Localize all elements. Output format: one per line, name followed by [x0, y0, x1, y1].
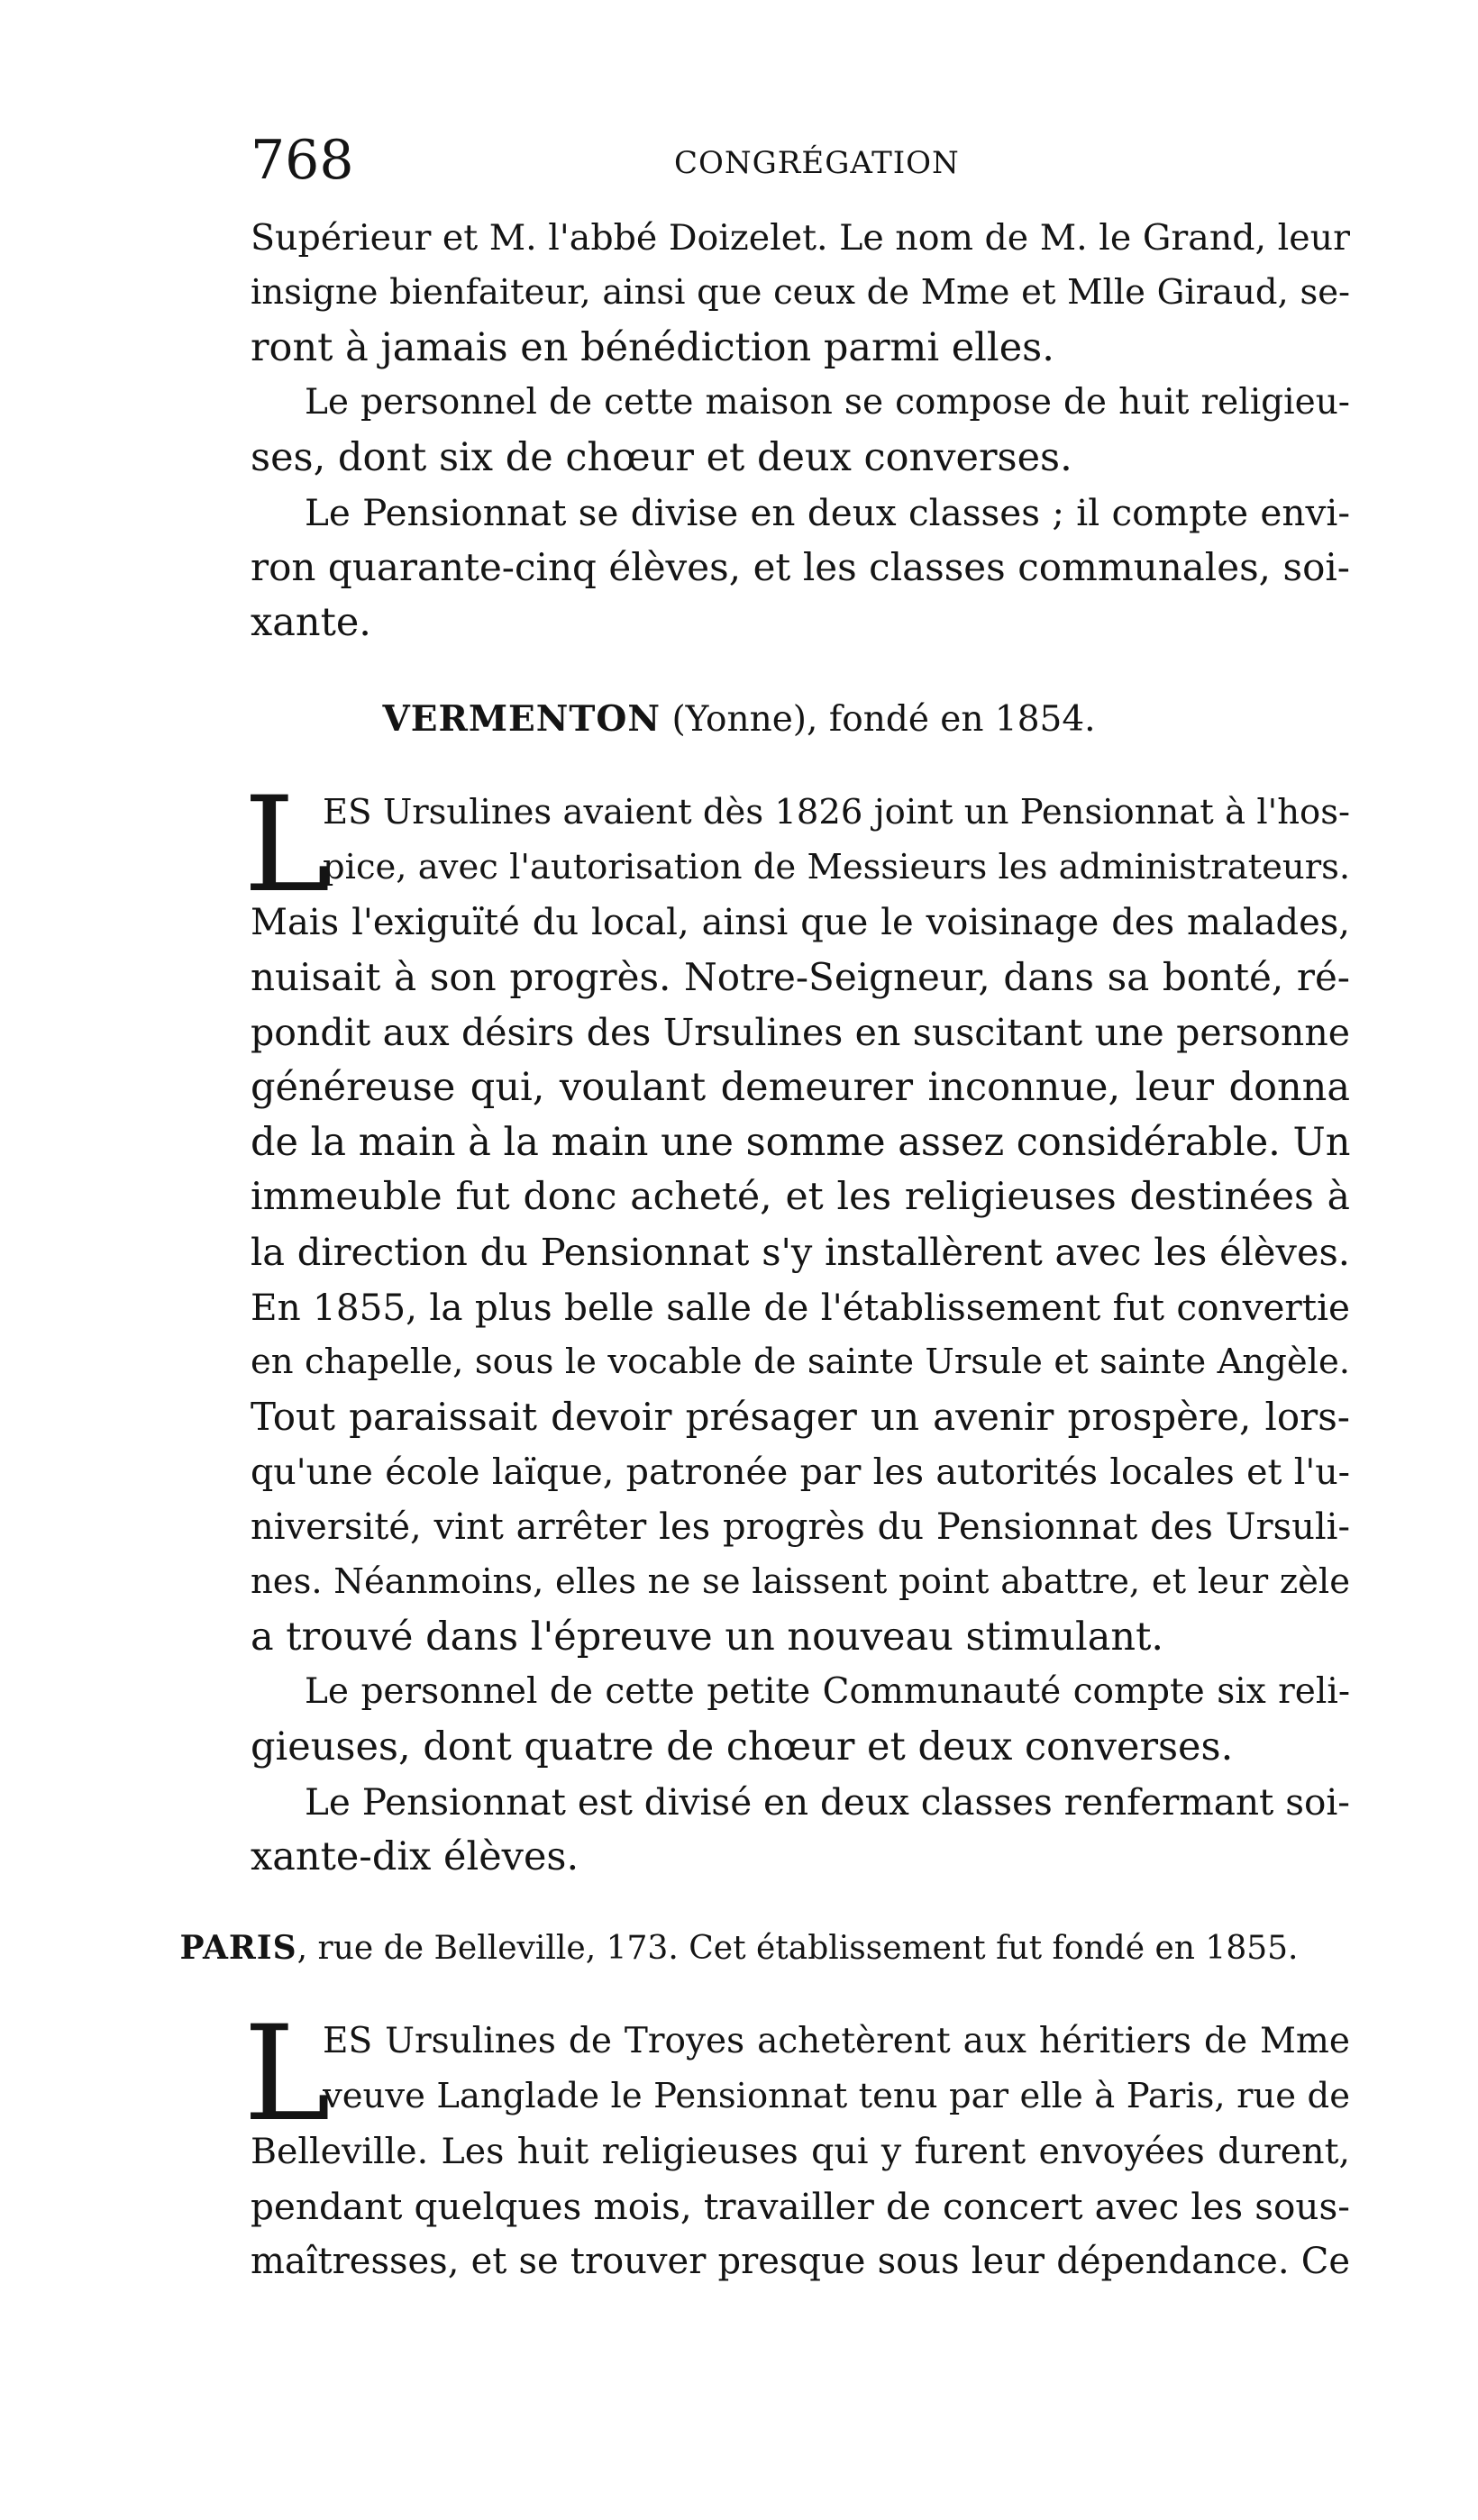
text-line: En 1855, la plus belle salle de l'établissement fut convertie — [251, 1286, 1350, 1329]
text-line: nuisait à son progrès. Notre-Seigneur, dans sa bonté, ré- — [251, 955, 1350, 999]
text-line: qu'une école laïque, patronée par les autorités locales et l'u- — [251, 1451, 1350, 1493]
text-line: ES Ursulines avaient dès 1826 joint un Pensionnat à l'hos- — [323, 792, 1350, 832]
text-line: xante-dix élèves. — [251, 1834, 579, 1879]
text-line: Le personnel de cette maison se compose de huit religieu- — [305, 382, 1350, 423]
page-header — [251, 124, 1350, 196]
text-line: ES Ursulines de Troyes achetèrent aux héritiers de Mme — [323, 2021, 1350, 2061]
text-line: de la main à la main une somme assez considérable. Un — [251, 1120, 1350, 1165]
text-line: généreuse qui, voulant demeurer inconnue, leur donna — [251, 1065, 1350, 1110]
text-line: Le Pensionnat se divise en deux classes ; il compte envi- — [305, 491, 1350, 534]
heading-place: VERMENTON — [382, 698, 661, 740]
drop-cap: L — [243, 769, 331, 922]
section-heading-paris — [0, 1921, 1478, 1976]
text-line: pendant quelques mois, travailler de concert avec les sous- — [251, 2185, 1350, 2228]
text-line: Le personnel de cette petite Communauté compte six reli- — [305, 1671, 1350, 1712]
text-line: la direction du Pensionnat s'y installèrent avec les élèves. — [251, 1230, 1350, 1274]
drop-cap: L — [243, 1997, 331, 2151]
heading-rest: , rue de Belleville, 173. Cet établissement fut fondé en 1855. — [297, 1930, 1299, 1967]
section-heading-vermenton — [0, 692, 1478, 747]
text-line: immeuble fut donc acheté, et les religieuses destinées à — [251, 1175, 1350, 1219]
text-line: nes. Néanmoins, elles ne se laissent point abattre, et leur zèle — [251, 1561, 1350, 1602]
page-number: 768 — [251, 129, 354, 192]
text-line: pondit aux désirs des Ursulines en suscitant une personne — [251, 1011, 1350, 1054]
text-line: pice, avec l'autorisation de Messieurs les administrateurs. — [323, 847, 1350, 887]
text-line: ront à jamais en bénédiction parmi elles. — [251, 325, 1054, 370]
text-line: niversité, vint arrêter les progrès du Pensionnat des Ursuli- — [251, 1506, 1350, 1548]
running-head: CONGRÉGATION — [674, 145, 960, 181]
heading-place: PARIS — [179, 1929, 297, 1967]
text-line: Tout paraissait devoir présager un avenir prospère, lors- — [251, 1395, 1350, 1439]
text-line: Mais l'exiguïté du local, ainsi que le voisinage des malades, — [251, 902, 1350, 943]
text-line: a trouvé dans l'épreuve un nouveau stimulant. — [251, 1615, 1164, 1660]
text-line: en chapelle, sous le vocable de sainte Ursule et sainte Angèle. — [251, 1342, 1350, 1382]
text-line: xante. — [251, 600, 371, 645]
text-line: ses, dont six de chœur et deux converses. — [251, 435, 1072, 480]
text-line: Belleville. Les huit religieuses qui y furent envoyées durent, — [251, 2131, 1350, 2172]
text-line: insigne bienfaiteur, ainsi que ceux de Mme et Mlle Giraud, se- — [251, 272, 1350, 313]
heading-rest: (Yonne), fondé en 1854. — [661, 699, 1096, 740]
text-line: maîtresses, et se trouver presque sous leur dépendance. Ce — [251, 2241, 1350, 2282]
text-line: Supérieur et M. l'abbé Doizelet. Le nom de M. le Grand, leur — [251, 217, 1350, 259]
text-line: veuve Langlade le Pensionnat tenu par elle à Paris, rue de — [323, 2076, 1350, 2116]
text-line: ron quarante-cinq élèves, et les classes communales, soi- — [251, 545, 1350, 589]
text-line: gieuses, dont quatre de chœur et deux converses. — [251, 1724, 1234, 1769]
text-line: Le Pensionnat est divisé en deux classes renfermant soi- — [305, 1780, 1350, 1824]
